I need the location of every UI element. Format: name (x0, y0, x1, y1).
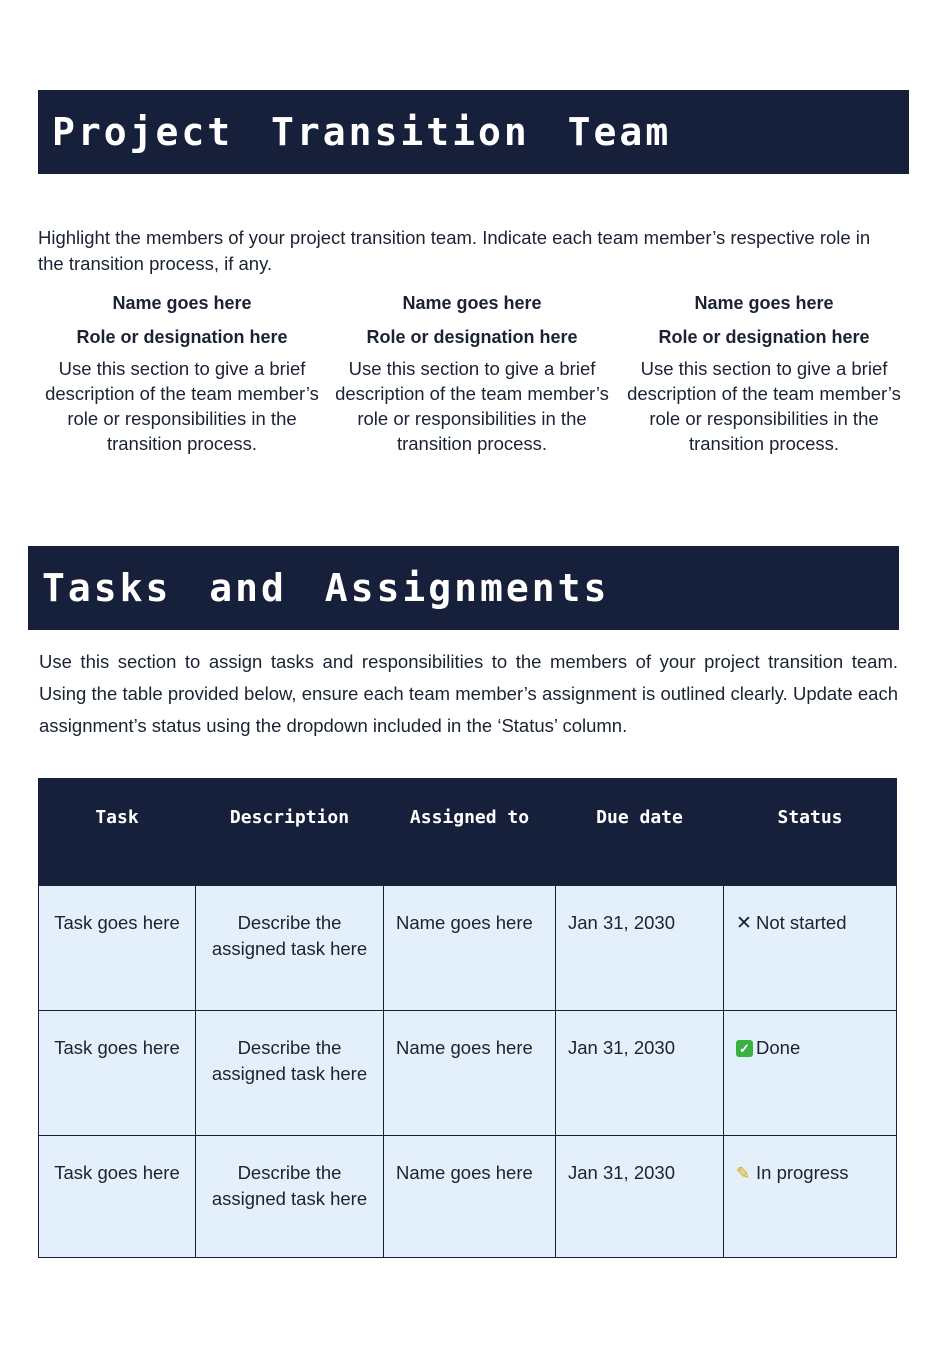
task-cell[interactable]: Task goes here (39, 1011, 196, 1136)
table-row (39, 886, 897, 1011)
description-cell[interactable]: Describe the assigned task here (196, 1011, 384, 1136)
member-name[interactable]: Name goes here (112, 293, 252, 313)
status-label: In progress (756, 1162, 849, 1183)
description-cell[interactable]: Describe the assigned task here (196, 886, 384, 1011)
status-dropdown[interactable] (724, 1136, 897, 1258)
x-mark-icon: ✕ (736, 913, 752, 934)
section-title-text: Tasks and Assignments (42, 566, 610, 610)
task-cell[interactable]: Task goes here (39, 886, 196, 1011)
checkmark-icon: ✓ (736, 1035, 756, 1061)
description-cell[interactable]: Describe the assigned task here (196, 1136, 384, 1258)
table-row (39, 1136, 897, 1258)
column-header-task: Task (39, 779, 196, 886)
member-description[interactable]: Use this section to give a brief description of the team member’s role or responsibilities in the transition process. (45, 358, 319, 454)
assigned-to-cell[interactable]: Name goes here (384, 1136, 556, 1258)
column-header-assigned-to: Assigned to (384, 779, 556, 886)
column-header-description: Description (196, 779, 384, 886)
member-name[interactable]: Name goes here (694, 293, 834, 313)
team-member-card (324, 286, 620, 456)
member-description[interactable]: Use this section to give a brief description of the team member’s role or responsibilities in the transition process. (627, 358, 901, 454)
due-date-cell[interactable]: Jan 31, 2030 (556, 1011, 724, 1136)
due-date-cell[interactable]: Jan 31, 2030 (556, 886, 724, 1011)
column-header-due-date: Due date (556, 779, 724, 886)
status-dropdown[interactable] (724, 1011, 897, 1136)
task-cell[interactable]: Task goes here (39, 1136, 196, 1258)
member-name[interactable]: Name goes here (402, 293, 542, 313)
table-header-row (39, 779, 897, 886)
status-label: Done (756, 1037, 801, 1058)
assigned-to-cell[interactable]: Name goes here (384, 886, 556, 1011)
pencil-icon: ✎ (736, 1164, 751, 1183)
team-members-grid (38, 286, 908, 496)
column-header-status: Status (724, 779, 897, 886)
section-title-tasks-and-assignments (28, 546, 899, 630)
team-member-card (626, 286, 902, 456)
status-dropdown[interactable] (724, 886, 897, 1011)
member-role[interactable]: Role or designation here (366, 327, 578, 347)
member-description[interactable]: Use this section to give a brief description of the team member’s role or responsibilities in the transition process. (335, 358, 609, 454)
assigned-to-cell[interactable]: Name goes here (384, 1011, 556, 1136)
member-role[interactable]: Role or designation here (658, 327, 870, 347)
due-date-cell[interactable]: Jan 31, 2030 (556, 1136, 724, 1258)
tasks-intro-paragraph: Use this section to assign tasks and responsibilities to the members of your project transition team. Using the table provided below, ensure each team member’s assignment is outlined clearly. Update each assignment’s status using the dropdown included in the ‘Status’ column. (39, 651, 898, 736)
status-label: Not started (756, 912, 847, 933)
tasks-table (38, 778, 897, 1258)
team-member-card (38, 286, 326, 456)
section-title-text: Project Transition Team (52, 110, 672, 154)
section-title-project-transition-team (38, 90, 909, 174)
team-intro-paragraph: Highlight the members of your project transition team. Indicate each team member’s respective role in the transition process, if any. (38, 227, 871, 274)
member-role[interactable]: Role or designation here (76, 327, 288, 347)
table-row (39, 1011, 897, 1136)
